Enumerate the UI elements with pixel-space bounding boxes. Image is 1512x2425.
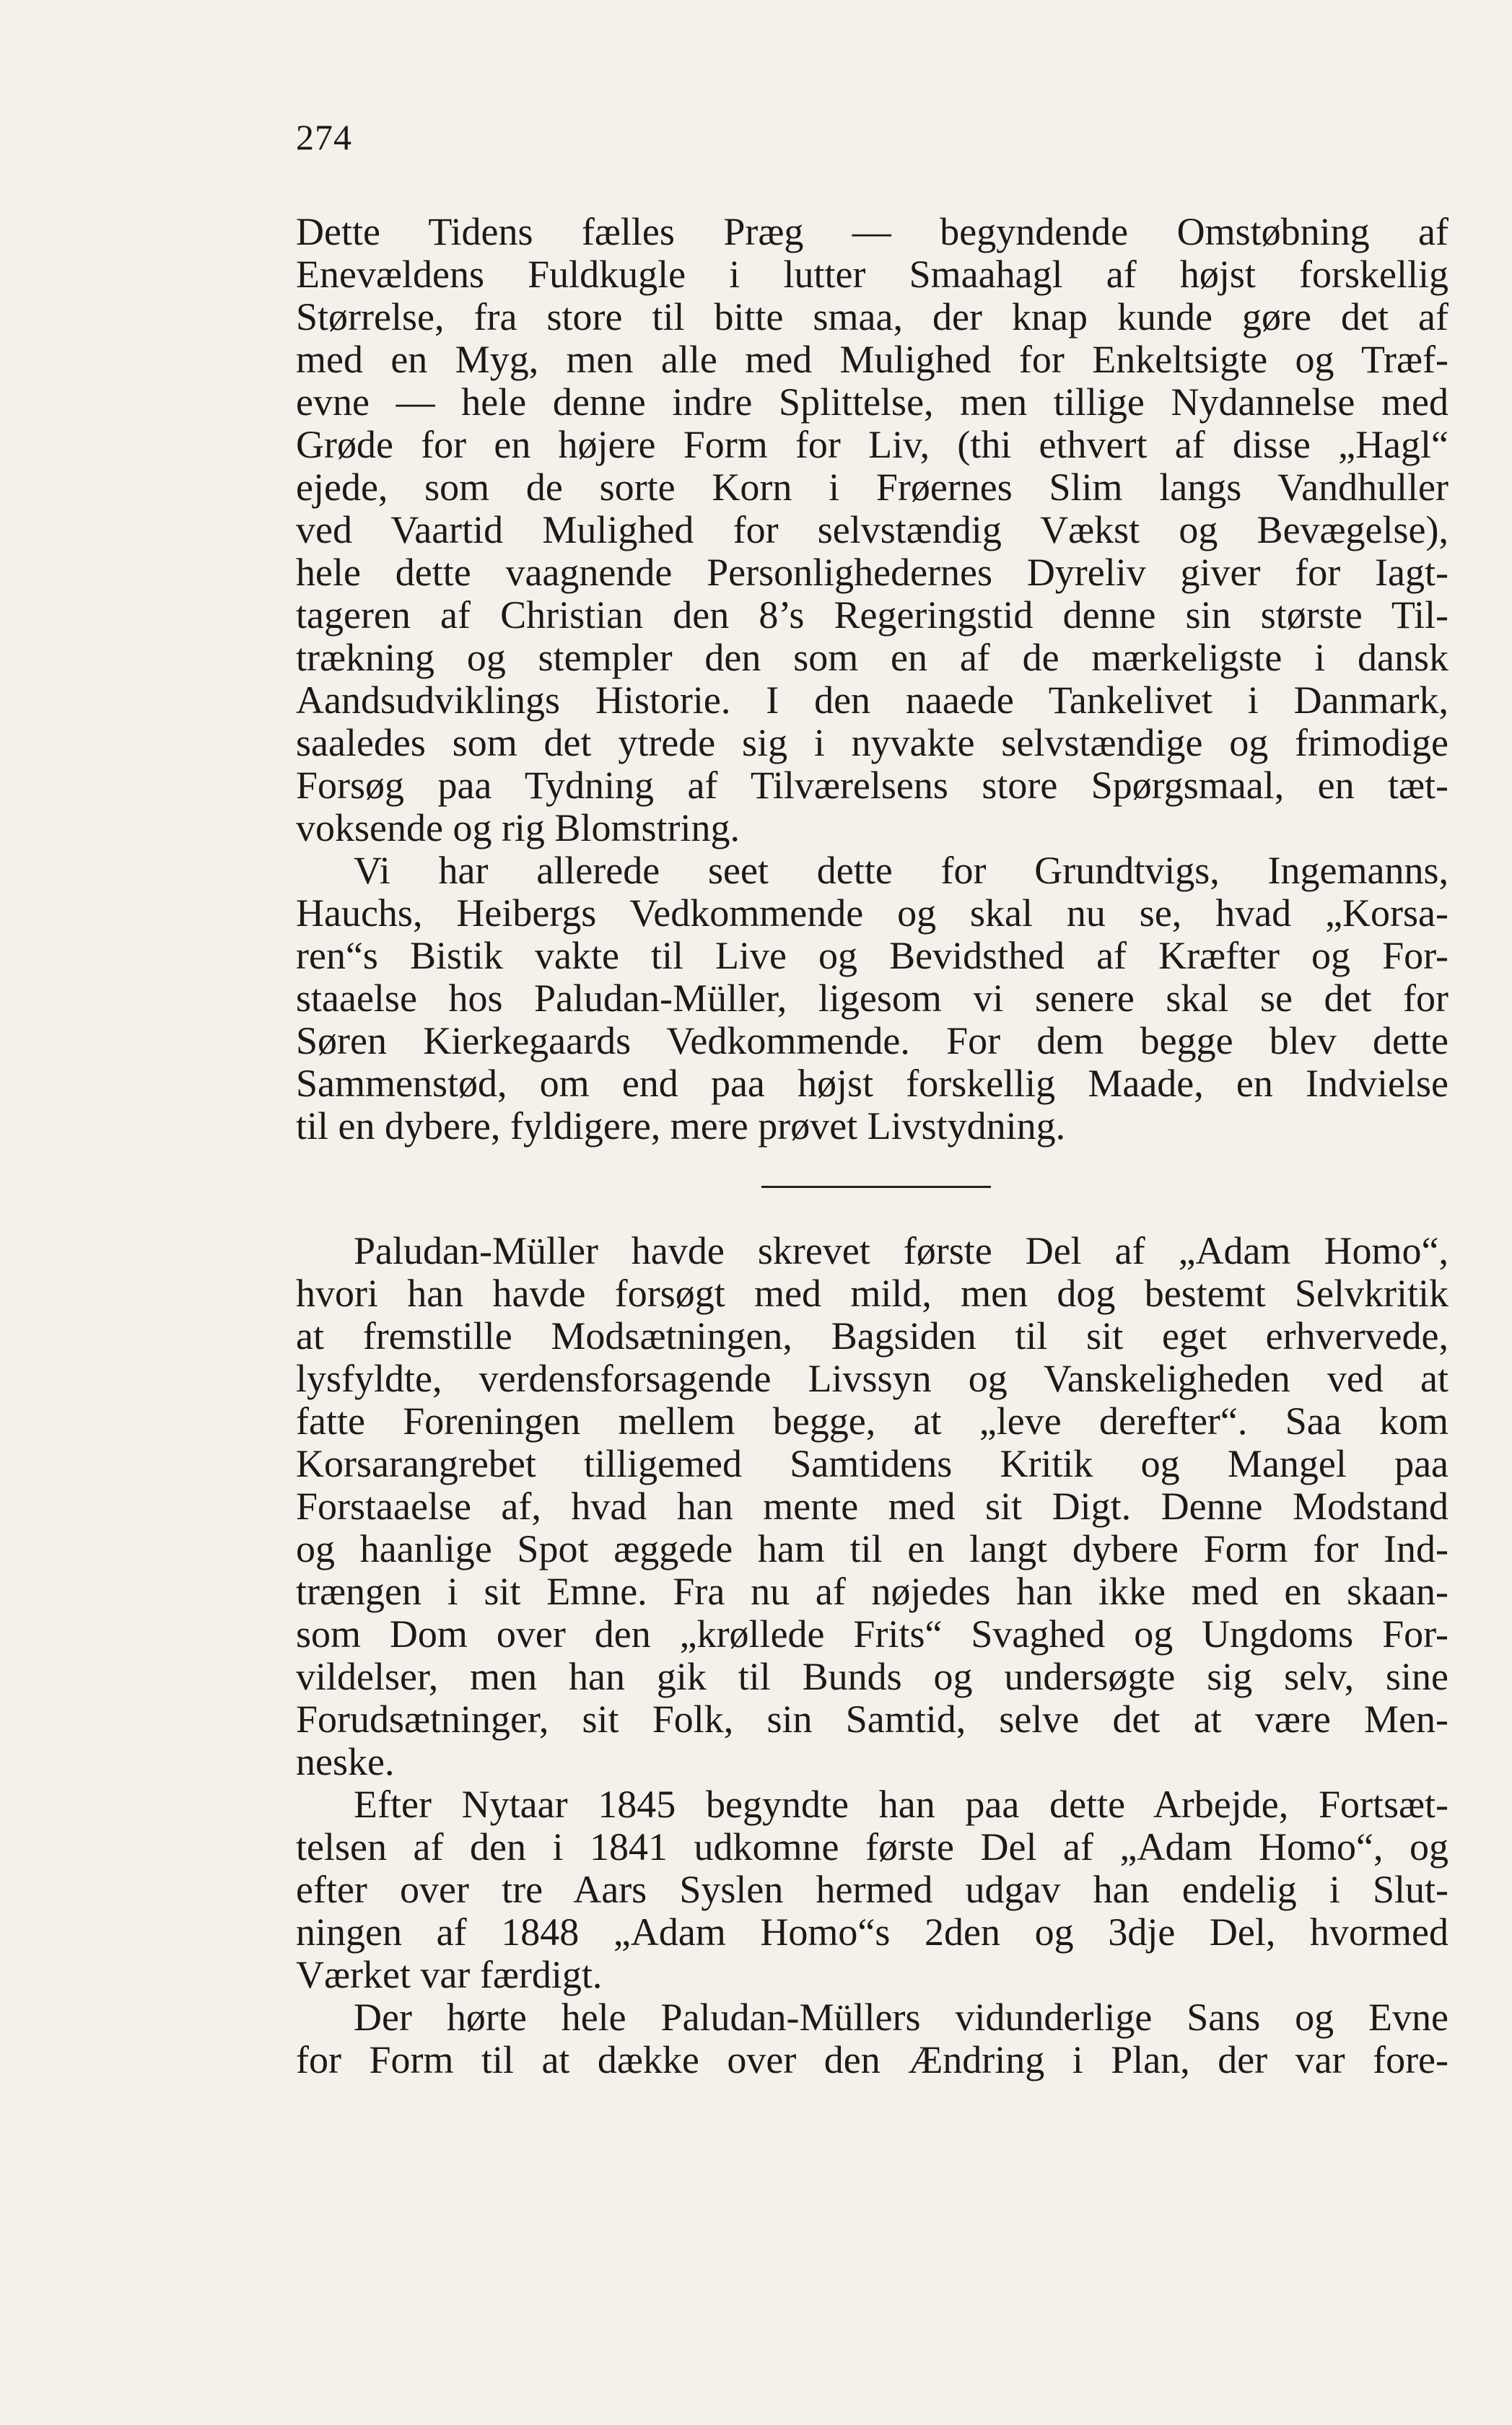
section-divider [761, 1186, 991, 1188]
text-line: Søren Kierkegaards Vedkommende. For dem begge blev dette [296, 1020, 1448, 1062]
text-line: som Dom over den „krøllede Frits“ Svaghed og Ungdoms For- [296, 1613, 1448, 1656]
text-line: ningen af 1848 „Adam Homo“s 2den og 3dje Del, hvormed [296, 1911, 1448, 1954]
text-line: staaelse hos Paludan-Müller, ligesom vi senere skal se det for [296, 977, 1448, 1020]
text-line: lysfyldte, verdensforsagende Livssyn og Vanskeligheden ved at [296, 1358, 1448, 1400]
text-line: neske. [296, 1741, 395, 1783]
text-line: ved Vaartid Mulighed for selvstændig Vækst og Bevægelse), [296, 509, 1448, 551]
text-line: telsen af den i 1841 udkomne første Del af „Adam Homo“, og [296, 1826, 1448, 1869]
text-line: Værket var færdigt. [296, 1954, 603, 1996]
text-line: Størrelse, fra store til bitte smaa, der knap kunde gøre det af [296, 296, 1448, 338]
text-line: med en Myg, men alle med Mulighed for Enkeltsigte og Træf- [296, 338, 1448, 381]
text-line: evne — hele denne indre Splittelse, men tillige Nydannelse med [296, 381, 1448, 424]
text-line: ren“s Bistik vakte til Live og Bevidsthed af Kræfter og For- [296, 935, 1448, 977]
text-line: trængen i sit Emne. Fra nu af nøjedes han ikke med en skaan- [296, 1570, 1448, 1613]
text-line: Grøde for en højere Form for Liv, (thi ethvert af disse „Hagl“ [296, 424, 1448, 466]
page-number: 274 [296, 117, 352, 157]
text-line: ejede, som de sorte Korn i Frøernes Slim langs Vandhuller [296, 466, 1448, 509]
section-2-text [296, 1230, 1448, 2081]
text-line: Korsarangrebet tilligemed Samtidens Kritik og Mangel paa [296, 1443, 1448, 1485]
text-line: og haanlige Spot æggede ham til en langt dybere Form for Ind- [296, 1528, 1448, 1570]
text-line: Aandsudviklings Historie. I den naaede Tankelivet i Danmark, [296, 679, 1448, 722]
text-line: trækning og stempler den som en af de mærkeligste i dansk [296, 637, 1448, 679]
text-line: hvori han havde forsøgt med mild, men dog bestemt Selvkritik [296, 1272, 1448, 1315]
text-line: Forudsætninger, sit Folk, sin Samtid, selve det at være Men- [296, 1698, 1448, 1741]
text-line: Efter Nytaar 1845 begyndte han paa dette Arbejde, Fortsæt- [354, 1783, 1448, 1826]
text-line: Vi har allerede seet dette for Grundtvigs, Ingemanns, [354, 849, 1448, 892]
text-line: Dette Tidens fælles Præg — begyndende Omstøbning af [296, 211, 1448, 253]
text-line: Der hørte hele Paludan-Müllers vidunderlige Sans og Evne [354, 1996, 1448, 2039]
text-line: efter over tre Aars Syslen hermed udgav han endelig i Slut- [296, 1869, 1448, 1911]
text-line: hele dette vaagnende Personlighedernes Dyreliv giver for Iagt- [296, 551, 1448, 594]
text-line: tageren af Christian den 8’s Regeringstid denne sin største Til- [296, 594, 1448, 637]
text-line: saaledes som det ytrede sig i nyvakte selvstændige og frimodige [296, 722, 1448, 764]
text-line: vildelser, men han gik til Bunds og undersøgte sig selv, sine [296, 1656, 1448, 1698]
text-line: voksende og rig Blomstring. [296, 807, 740, 849]
text-line: Hauchs, Heibergs Vedkommende og skal nu se, hvad „Korsa- [296, 892, 1448, 935]
text-line: Forsøg paa Tydning af Tilværelsens store Spørgsmaal, en tæt- [296, 764, 1448, 807]
section-1-text [296, 211, 1448, 1148]
text-line: Sammenstød, om end paa højst forskellig Maade, en Indvielse [296, 1062, 1448, 1105]
text-line: for Form til at dække over den Ændring i Plan, der var fore- [296, 2039, 1448, 2081]
text-line: til en dybere, fyldigere, mere prøvet Livstydning. [296, 1105, 1066, 1148]
text-line: Enevældens Fuldkugle i lutter Smaahagl af højst forskellig [296, 253, 1448, 296]
text-line: at fremstille Modsætningen, Bagsiden til sit eget erhvervede, [296, 1315, 1448, 1358]
text-line: fatte Foreningen mellem begge, at „leve derefter“. Saa kom [296, 1400, 1448, 1443]
text-line: Forstaaelse af, hvad han mente med sit Digt. Denne Modstand [296, 1485, 1448, 1528]
text-line: Paludan-Müller havde skrevet første Del af „Adam Homo“, [354, 1230, 1448, 1272]
